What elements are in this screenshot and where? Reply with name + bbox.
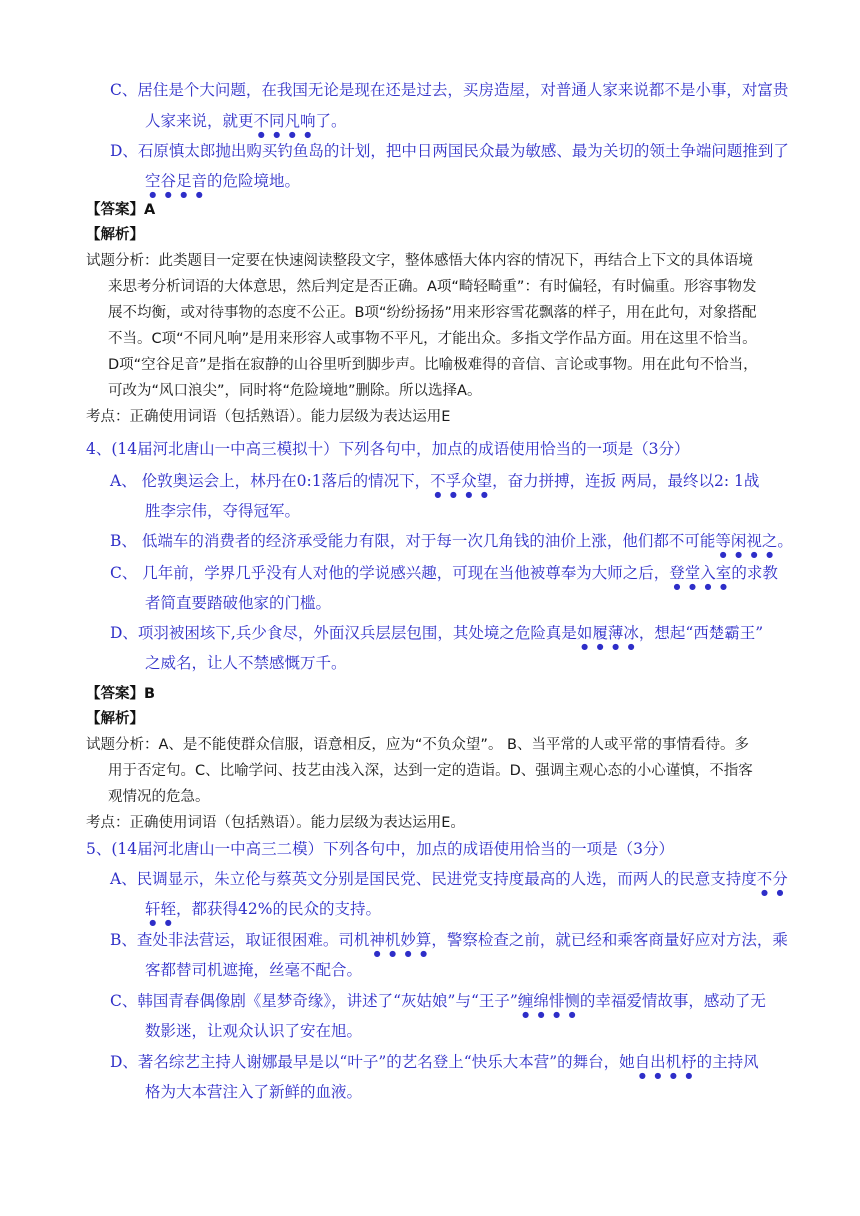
q3-analysis-line: D项“空谷足音”是指在寂静的山谷里听到脚步声。比喻极难得的音信、言论或事物。用在此句不恰当， <box>108 357 758 373</box>
q3-analysis-heading: 【解析】 <box>86 227 144 243</box>
q4-b-idiom: 等闲视之 <box>715 532 778 550</box>
q4-analysis-line: 用于否定句。C、比喻学问、技艺由浅入深，达到一定的造诣。D、强调主观心态的小心谨慎，不指客 <box>108 763 753 779</box>
q3-answer: 【答案】A <box>86 202 156 218</box>
q4-option-d-line1: D、项羽被困垓下,兵少食尽，外面汉兵层层包围，其处境之危险真是如履薄冰，想起“西楚霸王” <box>110 624 764 642</box>
q5-option-d-line2: 格为大本营注入了新鲜的血液。 <box>145 1083 363 1101</box>
q3-kaodian: 考点：正确使用词语（包括熟语）。能力层级为表达运用E <box>86 409 451 425</box>
q5-option-b-line2: 客都替司机遮掩，丝毫不配合。 <box>145 961 363 979</box>
q5-option-a-line2: 轩轾，都获得42%的民众的支持。 <box>145 900 381 918</box>
q5-option-d-line1: D、著名综艺主持人谢娜最早是以“叶子”的艺名登上“快乐大本营”的舞台，她自出机杼的主持风 <box>110 1053 759 1071</box>
q4-option-a-line2: 胜李宗伟，夺得冠军。 <box>145 502 301 520</box>
q5-option-c-line2: 数影迷，让观众认识了安在旭。 <box>145 1022 363 1040</box>
q3-analysis-line: 可改为“风口浪尖”，同时将“危险境地”删除。所以选择A。 <box>108 383 482 399</box>
q5-a-idiom-part1: 不分 <box>756 870 788 888</box>
q5-option-b-line1: B、查处非法营运，取证很困难。司机神机妙算，警察检查之前，就已经和乘客商量好应对方法，乘 <box>110 931 788 949</box>
q4-c-idiom: 登堂入室 <box>669 564 732 582</box>
q4-d-idiom: 如履薄冰 <box>576 624 639 642</box>
q5-c-idiom: 缠绵悱恻 <box>517 992 580 1010</box>
q3-analysis-line: 试题分析：此类题目一定要在快速阅读整段文字，整体感悟大体内容的情况下，再结合上下文的具体语境 <box>86 253 753 269</box>
q4-kaodian: 考点：正确使用词语（包括熟语）。能力层级为表达运用E。 <box>86 815 465 831</box>
q4-title: 4、(14届河北唐山一中高三模拟十）下列各句中，加点的成语使用恰当的一项是（3分） <box>86 440 690 458</box>
q4-a-idiom: 不孚众望 <box>430 472 493 490</box>
q3-option-c-line2: 人家来说，就更不同凡响了。 <box>145 112 347 130</box>
q3-c-idiom: 不同凡响 <box>253 112 316 130</box>
q4-option-c-line2: 者简直要踏破他家的门槛。 <box>145 594 332 612</box>
q3-d-idiom: 空谷足音 <box>145 172 208 190</box>
q4-option-a-line1: A、 伦敦奥运会上，林丹在0:1落后的情况下，不孚众望，奋力拼搏，连扳 两局，最终以2: 1战 <box>110 472 760 490</box>
q4-option-b: B、 低端车的消费者的经济承受能力有限，对于每一次几角钱的油价上涨，他们都不可能等闲视之。 <box>110 532 793 550</box>
q4-analysis-heading: 【解析】 <box>86 711 144 727</box>
q4-option-d-line2: 之威名，让人不禁感慨万千。 <box>145 654 347 672</box>
q4-analysis-line: 观情况的危急。 <box>108 789 210 805</box>
q5-b-idiom: 神机妙算 <box>369 931 432 949</box>
q4-option-c-line1: C、 几年前，学界几乎没有人对他的学说感兴趣，可现在当他被尊奉为大师之后，登堂入室的求教 <box>110 564 778 582</box>
q5-a-idiom-part2: 轩轾 <box>145 900 177 918</box>
q3-analysis-line: 展不均衡，或对待事物的态度不公正。B项“纷纷扬扬”用来形容雪花飘落的样子，用在此句，对象搭配 <box>108 305 757 321</box>
q5-option-a-line1: A、民调显示，朱立伦与蔡英文分别是国民党、民进党支持度最高的人选，而两人的民意支持度不分 <box>110 870 788 888</box>
q3-option-d-line2: 空谷足音的危险境地。 <box>145 172 301 190</box>
q3-analysis-line: 不当。C项“不同凡响”是用来形容人或事物不平凡，才能出众。多指文学作品方面。用在这里不恰当。 <box>108 331 757 347</box>
q5-d-idiom: 自出机杼 <box>634 1053 697 1071</box>
q4-answer: 【答案】B <box>86 686 156 702</box>
q4-analysis-line: 试题分析：A、是不能使群众信服，语意相反，应为“不负众望”。 B、当平常的人或平常的事情看待。多 <box>86 737 749 753</box>
q3-analysis-line: 来思考分析词语的大体意思，然后判定是否正确。A项“畸轻畸重”：有时偏轻，有时偏重。形容事物发 <box>108 279 757 295</box>
q5-option-c-line1: C、韩国青春偶像剧《星梦奇缘》，讲述了“灰姑娘”与“王子”缠绵悱恻的幸福爱情故事，感动了无 <box>110 992 766 1010</box>
q5-title: 5、(14届河北唐山一中高三二模）下列各句中，加点的成语使用恰当的一项是（3分） <box>86 840 674 858</box>
q3-option-c-line1: C、居住是个大问题，在我国无论是现在还是过去，买房造屋，对普通人家来说都不是小事，对富贵 <box>110 81 789 99</box>
q3-option-d-line1: D、石原慎太郎抛出购买钓鱼岛的计划，把中日两国民众最为敏感、最为关切的领土争端问题推到了 <box>110 142 789 160</box>
